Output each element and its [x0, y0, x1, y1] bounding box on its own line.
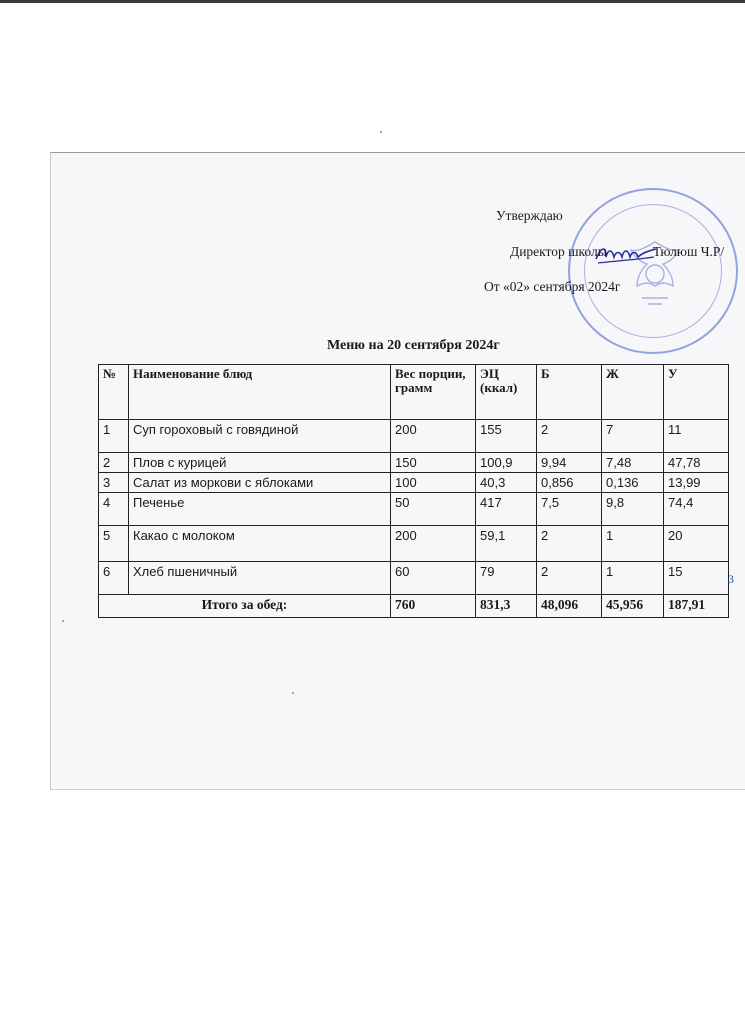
header-energy: ЭЦ (ккал) — [476, 365, 537, 420]
cell-protein: 7,5 — [537, 493, 602, 526]
cell-fat: 7,48 — [602, 453, 664, 473]
cell-dish: Салат из моркови с яблоками — [129, 473, 391, 493]
cell-protein: 2 — [537, 526, 602, 562]
cell-carbs: 15 — [664, 562, 729, 595]
cell-number: 4 — [99, 493, 129, 526]
cell-dish: Какао с молоком — [129, 526, 391, 562]
scan-speck — [62, 620, 64, 622]
cell-number: 2 — [99, 453, 129, 473]
menu-title: Меню на 20 сентября 2024г — [327, 338, 500, 353]
cell-dish: Суп гороховый с говядиной — [129, 420, 391, 453]
table-row — [99, 473, 729, 493]
table-row — [99, 453, 729, 473]
total-carbs: 187,91 — [664, 595, 729, 618]
cell-number: 6 — [99, 562, 129, 595]
cell-kcal: 59,1 — [476, 526, 537, 562]
approval-director-name: Тюлюш Ч.Р/ — [652, 244, 725, 259]
cell-kcal: 79 — [476, 562, 537, 595]
cell-dish: Хлеб пшеничный — [129, 562, 391, 595]
scan-edge — [0, 0, 745, 3]
cell-carbs: 74,4 — [664, 493, 729, 526]
cell-dish: Печенье — [129, 493, 391, 526]
cell-weight: 100 — [391, 473, 476, 493]
cell-protein: 0,856 — [537, 473, 602, 493]
official-seal — [568, 188, 738, 354]
cell-fat: 0,136 — [602, 473, 664, 493]
total-kcal: 831,3 — [476, 595, 537, 618]
table-row — [99, 420, 729, 453]
total-weight: 760 — [391, 595, 476, 618]
cell-weight: 200 — [391, 526, 476, 562]
cell-carbs: 47,78 — [664, 453, 729, 473]
table-header-row — [99, 365, 729, 420]
cell-number: 1 — [99, 420, 129, 453]
cell-kcal: 100,9 — [476, 453, 537, 473]
cell-weight: 60 — [391, 562, 476, 595]
cell-carbs: 11 — [664, 420, 729, 453]
cell-protein: 2 — [537, 562, 602, 595]
cell-weight: 50 — [391, 493, 476, 526]
table-row — [99, 562, 729, 595]
cell-number: 5 — [99, 526, 129, 562]
cell-carbs: 13,99 — [664, 473, 729, 493]
cell-protein: 9,94 — [537, 453, 602, 473]
cell-dish: Плов с курицей — [129, 453, 391, 473]
header-number: № — [99, 365, 129, 420]
header-dish-name: Наименование блюд — [129, 365, 391, 420]
menu-table — [98, 364, 729, 618]
approval-director — [510, 244, 724, 260]
table-total-row — [99, 595, 729, 618]
total-fat: 45,956 — [602, 595, 664, 618]
table-row — [99, 493, 729, 526]
scan-speck — [292, 692, 294, 694]
cell-weight: 200 — [391, 420, 476, 453]
approval-director-title: Директор школы — [510, 244, 607, 259]
total-label: Итого за обед: — [99, 595, 391, 618]
total-protein: 48,096 — [537, 595, 602, 618]
approval-approve: Утверждаю — [496, 208, 563, 223]
header-fat: Ж — [602, 365, 664, 420]
cell-fat: 1 — [602, 562, 664, 595]
cell-number: 3 — [99, 473, 129, 493]
cell-kcal: 155 — [476, 420, 537, 453]
cell-kcal: 417 — [476, 493, 537, 526]
header-protein: Б — [537, 365, 602, 420]
cell-fat: 1 — [602, 526, 664, 562]
cell-fat: 9,8 — [602, 493, 664, 526]
header-portion-weight: Вес порции, грамм — [391, 365, 476, 420]
cell-protein: 2 — [537, 420, 602, 453]
cell-weight: 150 — [391, 453, 476, 473]
margin-pen-mark: 3 — [728, 572, 734, 586]
cell-fat: 7 — [602, 420, 664, 453]
header-carbs: У — [664, 365, 729, 420]
scan-speck — [380, 131, 382, 133]
cell-carbs: 20 — [664, 526, 729, 562]
approval-date: От «02» сентября 2024г — [484, 279, 621, 294]
table-row — [99, 526, 729, 562]
cell-kcal: 40,3 — [476, 473, 537, 493]
